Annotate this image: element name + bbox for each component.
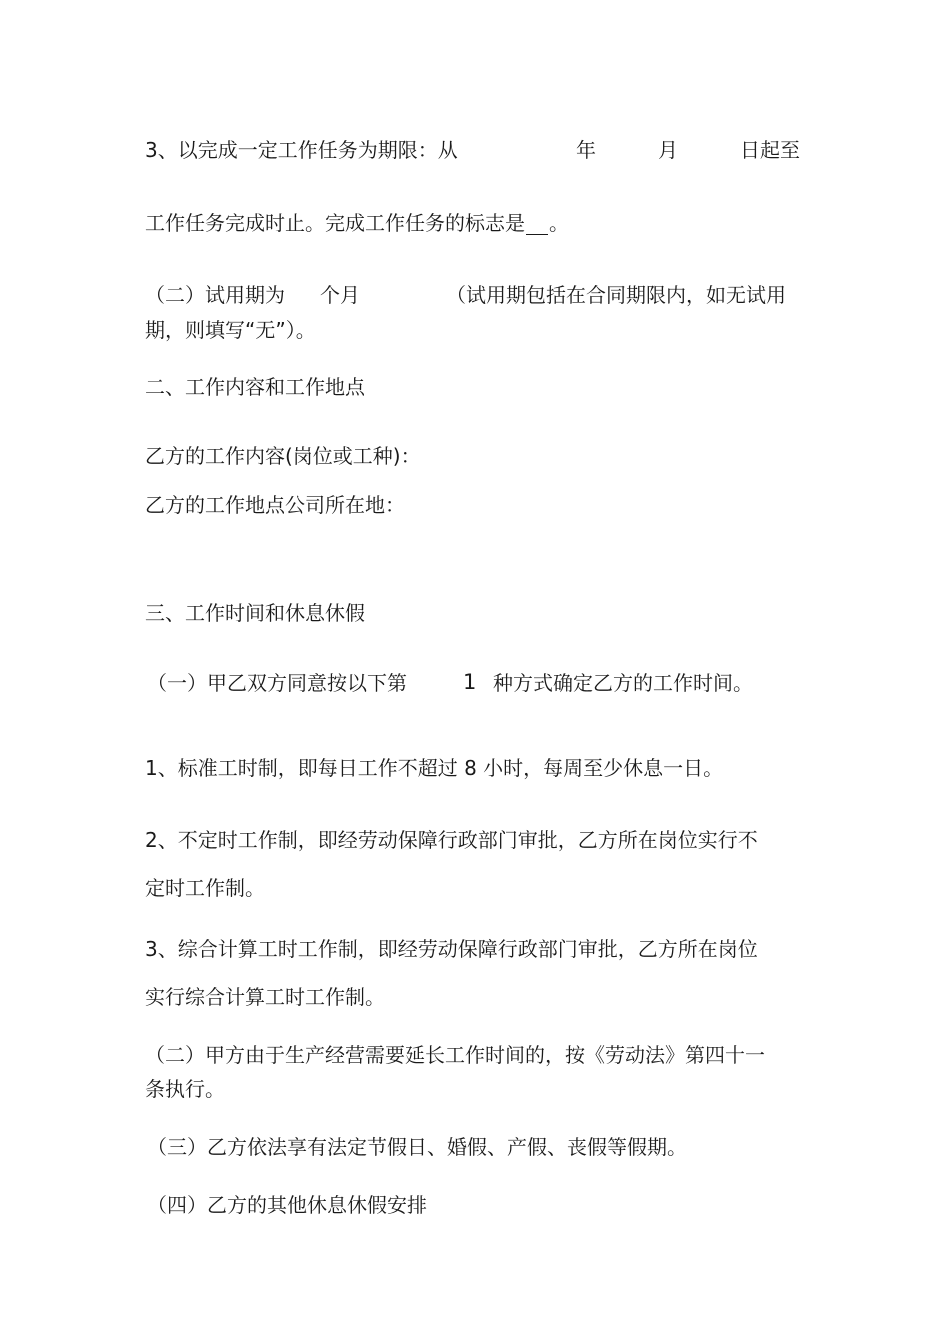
term-item-3-line1	[145, 138, 458, 162]
flexible-hours-line1: 2、不定时工作制，即经劳动保障行政部门审批，乙方所在岗位实行不	[145, 828, 758, 852]
probation-months: 个月	[320, 283, 360, 307]
section-3-heading: 三、工作时间和休息休假	[145, 601, 365, 625]
term-item-3-prefix: 3、以完成一定工作任务为期限：从	[145, 138, 458, 162]
comprehensive-hours-line1: 3、综合计算工时工作制，即经劳动保障行政部门审批，乙方所在岗位	[145, 937, 758, 961]
flexible-hours-line2: 定时工作制。	[145, 876, 265, 900]
other-rest-line: （四）乙方的其他休息休假安排	[147, 1193, 427, 1217]
task-completion-period: 。	[549, 211, 569, 235]
probation-label: （二）试用期为	[145, 283, 285, 307]
work-time-agreement-a: （一）甲乙双方同意按以下第	[147, 671, 407, 695]
work-content-line: 乙方的工作内容(岗位或工种)：	[145, 444, 421, 468]
overtime-line1: （二）甲方由于生产经营需要延长工作时间的，按《劳动法》第四十一	[145, 1043, 765, 1067]
work-time-agreement-b: 种方式确定乙方的工作时间。	[493, 671, 753, 695]
section-2-heading: 二、工作内容和工作地点	[145, 375, 365, 399]
holiday-line: （三）乙方依法享有法定节假日、婚假、产假、丧假等假期。	[147, 1135, 687, 1159]
task-completion-text: 工作任务完成时止。完成工作任务的标志是	[145, 211, 525, 235]
term-month-label: 月	[658, 138, 678, 162]
overtime-line2: 条执行。	[145, 1077, 225, 1101]
term-day-label: 日起至	[740, 138, 800, 162]
term-item-3-line2	[145, 211, 569, 235]
completion-mark-blank	[526, 214, 548, 235]
comprehensive-hours-line2: 实行综合计算工时工作制。	[145, 985, 385, 1009]
probation-note-line2: 期，则填写“无”）。	[145, 318, 316, 342]
term-year-label: 年	[576, 138, 596, 162]
standard-hours-line: 1、标准工时制，即每日工作不超过 8 小时，每周至少休息一日。	[145, 756, 724, 780]
work-time-option-number: 1	[463, 670, 477, 694]
probation-note: （试用期包括在合同期限内，如无试用	[446, 283, 786, 307]
work-location-line: 乙方的工作地点公司所在地：	[145, 493, 405, 517]
